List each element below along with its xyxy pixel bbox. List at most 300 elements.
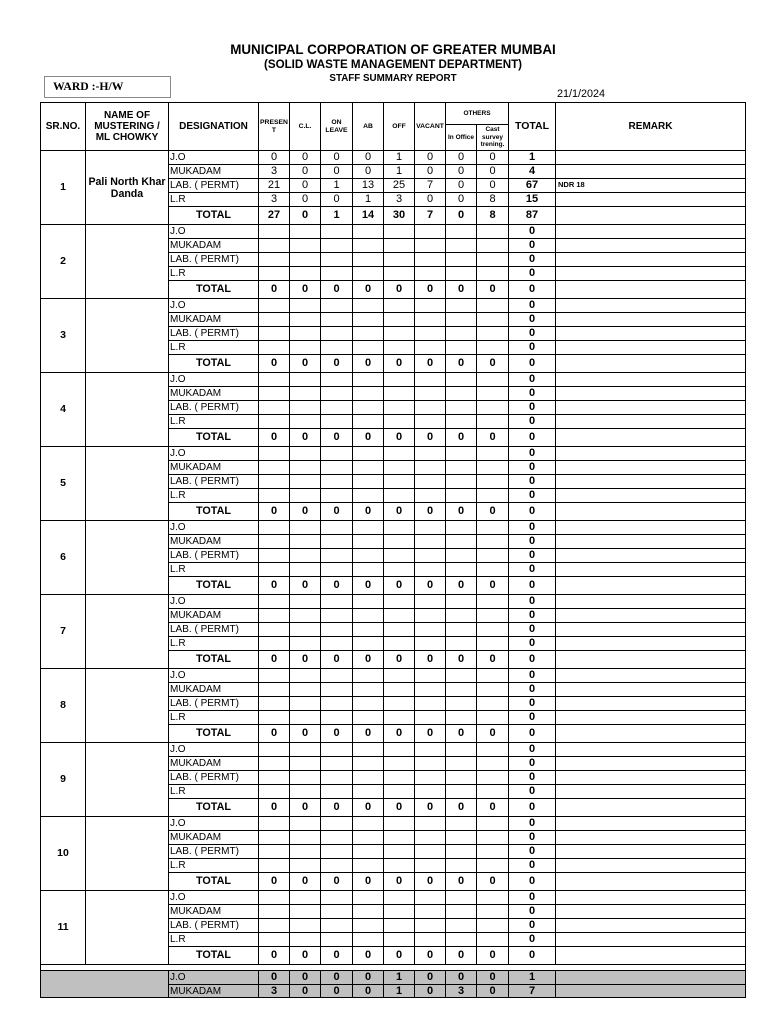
total-label-cell: TOTAL (169, 207, 259, 225)
count-cell (415, 447, 446, 461)
count-cell (446, 697, 477, 711)
total-count-cell: 0 (290, 651, 321, 669)
total-count-cell: 0 (446, 281, 477, 299)
count-cell (290, 461, 321, 475)
count-cell (353, 905, 384, 919)
count-cell (477, 475, 509, 489)
count-cell (353, 831, 384, 845)
count-cell (259, 757, 290, 771)
count-cell (415, 919, 446, 933)
designation-cell: LAB. ( PERMT) (169, 919, 259, 933)
row-total-cell: 0 (509, 327, 556, 341)
section-total-cell: 87 (509, 207, 556, 225)
remark-cell (556, 831, 746, 845)
count-cell: 3 (259, 193, 290, 207)
total-count-cell: 0 (290, 355, 321, 373)
count-cell (415, 891, 446, 905)
count-cell (384, 253, 415, 267)
count-cell (290, 327, 321, 341)
count-cell (477, 535, 509, 549)
designation-cell: J.O (169, 299, 259, 313)
designation-cell: MUKADAM (169, 831, 259, 845)
count-cell: 0 (446, 151, 477, 165)
count-cell (259, 373, 290, 387)
count-cell (259, 253, 290, 267)
count-cell (321, 299, 353, 313)
count-cell (259, 387, 290, 401)
count-cell (384, 489, 415, 503)
sr-no-cell: 3 (41, 299, 86, 373)
count-cell (290, 253, 321, 267)
count-cell (415, 831, 446, 845)
count-cell (321, 327, 353, 341)
grand-total-cell: 7 (509, 985, 556, 998)
designation-cell: L.R (169, 785, 259, 799)
row-total-cell: 0 (509, 609, 556, 623)
total-count-cell: 0 (477, 281, 509, 299)
count-cell (446, 475, 477, 489)
total-count-cell: 0 (259, 577, 290, 595)
count-cell (446, 267, 477, 281)
sr-no-cell: 6 (41, 521, 86, 595)
designation-cell: MUKADAM (169, 905, 259, 919)
count-cell (321, 933, 353, 947)
remark-cell (556, 461, 746, 475)
row-total-cell: 0 (509, 267, 556, 281)
count-cell (353, 415, 384, 429)
count-cell (259, 341, 290, 355)
total-count-cell: 0 (384, 503, 415, 521)
count-cell (446, 563, 477, 577)
report-title: MUNICIPAL CORPORATION OF GREATER MUMBAI (230, 42, 556, 57)
total-count-cell: 0 (321, 577, 353, 595)
count-cell (259, 563, 290, 577)
designation-cell: L.R (169, 193, 259, 207)
remark-cell (556, 281, 746, 299)
count-cell (384, 711, 415, 725)
designation-cell: MUKADAM (169, 313, 259, 327)
count-cell (446, 595, 477, 609)
count-cell (321, 637, 353, 651)
count-cell (446, 743, 477, 757)
count-cell (321, 239, 353, 253)
count-cell (477, 743, 509, 757)
count-cell (384, 563, 415, 577)
count-cell (446, 683, 477, 697)
count-cell: 0 (477, 165, 509, 179)
remark-cell (556, 267, 746, 281)
total-label-cell: TOTAL (169, 947, 259, 965)
count-cell (446, 341, 477, 355)
total-count-cell: 0 (415, 355, 446, 373)
row-total-cell: 0 (509, 785, 556, 799)
total-count-cell: 0 (321, 651, 353, 669)
count-cell (415, 785, 446, 799)
count-cell (446, 859, 477, 873)
count-cell (290, 669, 321, 683)
count-cell (353, 253, 384, 267)
count-cell (321, 267, 353, 281)
total-count-cell: 0 (477, 429, 509, 447)
count-cell (290, 341, 321, 355)
designation-cell: LAB. ( PERMT) (169, 623, 259, 637)
col-header-sr-no: SR.NO. (41, 103, 86, 151)
count-cell (259, 475, 290, 489)
row-total-cell: 0 (509, 549, 556, 563)
total-count-cell: 0 (415, 799, 446, 817)
count-cell (384, 771, 415, 785)
designation-cell: J.O (169, 891, 259, 905)
count-cell (446, 711, 477, 725)
total-count-cell: 0 (353, 355, 384, 373)
count-cell (415, 327, 446, 341)
count-cell (415, 595, 446, 609)
count-cell (384, 919, 415, 933)
count-cell (353, 447, 384, 461)
total-count-cell: 0 (384, 429, 415, 447)
row-total-cell: 0 (509, 637, 556, 651)
count-cell (446, 373, 477, 387)
row-total-cell: 0 (509, 771, 556, 785)
total-count-cell: 0 (259, 429, 290, 447)
count-cell (353, 933, 384, 947)
remark-cell (556, 785, 746, 799)
total-count-cell: 0 (446, 947, 477, 965)
count-cell (384, 373, 415, 387)
remark-cell (556, 151, 746, 165)
count-cell (290, 771, 321, 785)
count-cell (353, 535, 384, 549)
count-cell (415, 387, 446, 401)
remark-cell (556, 757, 746, 771)
count-cell: 0 (321, 165, 353, 179)
total-label-cell: TOTAL (169, 799, 259, 817)
count-cell (384, 831, 415, 845)
row-total-cell: 0 (509, 563, 556, 577)
count-cell: 0 (290, 193, 321, 207)
sr-no-cell: 5 (41, 447, 86, 521)
count-cell (384, 845, 415, 859)
sr-no-cell: 7 (41, 595, 86, 669)
section-total-cell: 0 (509, 429, 556, 447)
total-count-cell: 8 (477, 207, 509, 225)
row-total-cell: 0 (509, 475, 556, 489)
grand-total-count-cell: 0 (353, 985, 384, 998)
count-cell (415, 683, 446, 697)
total-count-cell: 0 (321, 873, 353, 891)
count-cell (477, 401, 509, 415)
row-total-cell: 0 (509, 341, 556, 355)
count-cell: 0 (477, 151, 509, 165)
count-cell: 0 (353, 165, 384, 179)
row-total-cell: 0 (509, 891, 556, 905)
count-cell (353, 327, 384, 341)
designation-cell: L.R (169, 267, 259, 281)
count-cell: 7 (415, 179, 446, 193)
count-cell (290, 387, 321, 401)
row-total-cell: 0 (509, 401, 556, 415)
count-cell (259, 831, 290, 845)
total-count-cell: 0 (321, 725, 353, 743)
count-cell (290, 743, 321, 757)
total-count-cell: 0 (290, 799, 321, 817)
count-cell (290, 697, 321, 711)
designation-cell: MUKADAM (169, 239, 259, 253)
count-cell (477, 313, 509, 327)
count-cell (290, 905, 321, 919)
count-cell (353, 757, 384, 771)
count-cell (384, 299, 415, 313)
count-cell (353, 637, 384, 651)
count-cell (384, 313, 415, 327)
count-cell (353, 697, 384, 711)
remark-cell (556, 475, 746, 489)
total-count-cell: 0 (290, 947, 321, 965)
total-count-cell: 0 (290, 281, 321, 299)
count-cell (477, 669, 509, 683)
mustering-name-cell: Pali North Khar Danda (86, 151, 169, 225)
remark-cell (556, 577, 746, 595)
count-cell (415, 563, 446, 577)
total-count-cell: 0 (446, 873, 477, 891)
total-count-cell: 0 (415, 281, 446, 299)
count-cell: 0 (321, 151, 353, 165)
count-cell (384, 267, 415, 281)
count-cell (384, 461, 415, 475)
count-cell (384, 623, 415, 637)
row-total-cell: 0 (509, 919, 556, 933)
grand-total-designation-cell: MUKADAM (169, 985, 259, 998)
remark-cell (556, 891, 746, 905)
designation-cell: J.O (169, 373, 259, 387)
remark-cell (556, 711, 746, 725)
row-total-cell: 0 (509, 623, 556, 637)
count-cell (321, 225, 353, 239)
count-cell (477, 563, 509, 577)
remark-cell (556, 933, 746, 947)
total-count-cell: 0 (384, 355, 415, 373)
remark-cell (556, 355, 746, 373)
total-count-cell: 0 (353, 725, 384, 743)
total-count-cell: 0 (446, 799, 477, 817)
count-cell (477, 623, 509, 637)
remark-cell: NDR 18 (556, 179, 746, 193)
remark-cell (556, 873, 746, 891)
remark-cell (556, 947, 746, 965)
count-cell (477, 327, 509, 341)
row-total-cell: 0 (509, 447, 556, 461)
count-cell (415, 373, 446, 387)
row-total-cell: 0 (509, 313, 556, 327)
remark-cell (556, 207, 746, 225)
total-count-cell: 0 (259, 873, 290, 891)
count-cell (446, 239, 477, 253)
count-cell (290, 919, 321, 933)
count-cell (353, 595, 384, 609)
count-cell (259, 919, 290, 933)
count-cell (353, 817, 384, 831)
count-cell (477, 831, 509, 845)
section-total-cell: 0 (509, 873, 556, 891)
count-cell (290, 891, 321, 905)
count-cell (290, 757, 321, 771)
total-count-cell: 0 (446, 503, 477, 521)
total-count-cell: 0 (321, 503, 353, 521)
count-cell (290, 415, 321, 429)
row-total-cell: 0 (509, 831, 556, 845)
count-cell (353, 267, 384, 281)
count-cell (259, 401, 290, 415)
count-cell (353, 563, 384, 577)
total-label-cell: TOTAL (169, 281, 259, 299)
total-count-cell: 0 (290, 503, 321, 521)
count-cell (259, 623, 290, 637)
count-cell (477, 489, 509, 503)
count-cell (415, 711, 446, 725)
count-cell (384, 239, 415, 253)
total-count-cell: 0 (353, 577, 384, 595)
count-cell (321, 549, 353, 563)
count-cell (321, 489, 353, 503)
remark-cell (556, 563, 746, 577)
count-cell: 0 (259, 151, 290, 165)
remark-cell (556, 253, 746, 267)
count-cell (415, 341, 446, 355)
designation-cell: L.R (169, 859, 259, 873)
count-cell (446, 845, 477, 859)
count-cell (446, 461, 477, 475)
remark-cell (556, 549, 746, 563)
designation-cell: J.O (169, 521, 259, 535)
grand-total-count-cell: 0 (321, 985, 353, 998)
count-cell: 0 (415, 151, 446, 165)
count-cell (290, 313, 321, 327)
count-cell (384, 697, 415, 711)
col-header-others: OTHERS (446, 103, 509, 125)
count-cell (415, 817, 446, 831)
count-cell (353, 711, 384, 725)
designation-cell: MUKADAM (169, 387, 259, 401)
count-cell (321, 623, 353, 637)
count-cell (290, 637, 321, 651)
count-cell (477, 697, 509, 711)
count-cell (353, 239, 384, 253)
grand-total-block (41, 971, 169, 998)
count-cell (259, 609, 290, 623)
count-cell (384, 447, 415, 461)
count-cell (446, 415, 477, 429)
count-cell (384, 327, 415, 341)
col-header-cl: C.L. (290, 103, 321, 151)
count-cell (446, 831, 477, 845)
count-cell (259, 313, 290, 327)
count-cell (477, 373, 509, 387)
row-total-cell: 4 (509, 165, 556, 179)
count-cell (384, 683, 415, 697)
total-count-cell: 0 (446, 429, 477, 447)
count-cell (259, 415, 290, 429)
row-total-cell: 0 (509, 239, 556, 253)
remark-cell (556, 429, 746, 447)
count-cell: 1 (353, 193, 384, 207)
remark-cell (556, 697, 746, 711)
count-cell (477, 859, 509, 873)
remark-cell (556, 535, 746, 549)
count-cell (259, 683, 290, 697)
count-cell (290, 489, 321, 503)
count-cell (384, 609, 415, 623)
section-total-cell: 0 (509, 355, 556, 373)
count-cell (353, 225, 384, 239)
count-cell (446, 623, 477, 637)
remark-cell (556, 651, 746, 669)
col-header-cast-survey: Cast survey trening. (477, 125, 509, 151)
total-count-cell: 0 (353, 281, 384, 299)
remark-cell (556, 743, 746, 757)
grand-total-count-cell: 1 (384, 985, 415, 998)
count-cell (259, 711, 290, 725)
count-cell (446, 771, 477, 785)
designation-cell: LAB. ( PERMT) (169, 845, 259, 859)
count-cell: 0 (415, 193, 446, 207)
count-cell (415, 771, 446, 785)
count-cell (384, 637, 415, 651)
count-cell (477, 521, 509, 535)
count-cell (384, 401, 415, 415)
count-cell (290, 447, 321, 461)
count-cell (446, 387, 477, 401)
total-count-cell: 30 (384, 207, 415, 225)
designation-cell: MUKADAM (169, 535, 259, 549)
total-label-cell: TOTAL (169, 873, 259, 891)
count-cell (259, 817, 290, 831)
count-cell (446, 933, 477, 947)
mustering-name-cell (86, 373, 169, 447)
total-count-cell: 0 (353, 503, 384, 521)
count-cell (290, 683, 321, 697)
remark-cell (556, 817, 746, 831)
remark-cell (556, 447, 746, 461)
designation-cell: J.O (169, 447, 259, 461)
count-cell (384, 669, 415, 683)
count-cell (290, 595, 321, 609)
count-cell (446, 817, 477, 831)
count-cell (290, 711, 321, 725)
count-cell (353, 475, 384, 489)
designation-cell: MUKADAM (169, 165, 259, 179)
count-cell (259, 859, 290, 873)
count-cell (259, 905, 290, 919)
col-header-in-office: In Office (446, 125, 477, 151)
row-total-cell: 67 (509, 179, 556, 193)
designation-cell: MUKADAM (169, 461, 259, 475)
grand-total-remark-cell (556, 971, 746, 985)
grand-total-count-cell: 0 (259, 971, 290, 985)
count-cell (290, 299, 321, 313)
count-cell (477, 845, 509, 859)
count-cell: 3 (259, 165, 290, 179)
count-cell (446, 549, 477, 563)
count-cell (353, 669, 384, 683)
designation-cell: J.O (169, 595, 259, 609)
total-count-cell: 0 (415, 947, 446, 965)
count-cell (353, 891, 384, 905)
count-cell (259, 521, 290, 535)
count-cell (321, 341, 353, 355)
designation-cell: LAB. ( PERMT) (169, 401, 259, 415)
count-cell (321, 669, 353, 683)
count-cell (353, 919, 384, 933)
